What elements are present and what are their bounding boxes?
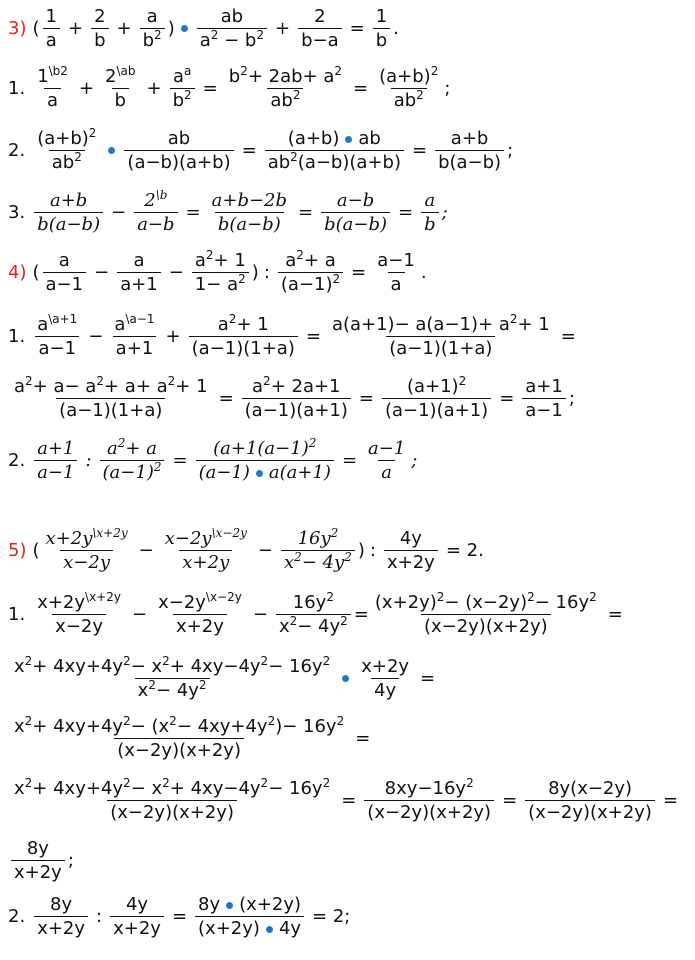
step-number: 1. (8, 78, 26, 99)
step-number: 2. (8, 450, 26, 471)
step-number: 2. (8, 140, 26, 161)
step-number: 2. (8, 906, 26, 927)
problem-5-step-1e: $\frac{8y}{x+2y}$ ; (8, 838, 74, 883)
problem-number: 5) (8, 540, 27, 561)
problem-4-step-1b: $\frac{a^2+ a- a^2+ a+ a^2+ 1}{(a-1)(1+a)}$ = $\frac{a^2+ 2a+1}{(a-1)(a+1)}$ = $\frac{(a+1)^2}{(a-1)(a+1)}$ = $\frac{a+1}{a-1}$ ; (14, 374, 575, 421)
multiply-dot (342, 675, 349, 682)
step-number: 3. (8, 202, 26, 223)
problem-4-statement: 4) ( $\frac{a}{a-1}$ − $\frac{a}{a+1}$ − $\frac{a^2+ 1}{1- a^2}$ ) : $\frac{a^2+ a}{(a-1)^2}$ = $\frac{a-1}{a}$ . (8, 248, 427, 295)
problem-4-step-1a: 1. $\frac{a^{\backslash a+1}}{a-1}$ − $\frac{a^{\backslash a-1}}{a+1}$ + $\frac{a^2+ 1}{(a-1)(1+a)}$ = $\frac{a(a+1)- a(a-1)+ a^2+ 1}{(a-1)(1+a)}$ = (8, 312, 576, 359)
problem-5-step-1c: $\frac{x^2+ 4xy+4y^2- (x^2- 4xy+4y^2)- 16y^2}{(x-2y)(x+2y)}$ = (14, 714, 371, 761)
problem-3-step-1: 1. $\frac{1^{\backslash b2}}{a}$ + $\frac{2^{\backslash ab}}{b}$ + $\frac{a^a}{b^2}$ = $\frac{b^2+ 2ab+ a^2}{ab^2}$ = $\frac{(a+b)^2}{ab^2}$ ; (8, 64, 451, 111)
problem-3-step-2: 2. $\frac{(a+b)^2}{ab^2}$ $\frac{ab}{(a-b)(a+b)}$ = $\frac{(a+b) ab}{ab^2(a-b)(a+b)}$ = $\frac{a+b}{b(a-b)}$ ; (8, 126, 514, 173)
problem-5-step-2: 2. $\frac{8y}{x+2y}$ : $\frac{4y}{x+2y}$ = $\frac{8y (x+2y)}{(x+2y) 4y}$ = 2; (8, 894, 351, 939)
problem-3-statement: 3) ( $\frac{1}{a}$ + $\frac{2}{b}$ + $\frac{a}{b^2}$ ) $\frac{ab}{a^2 - b^2}$ + $\frac{2}{b-a}$ = $\frac{1}{b}$ . (8, 6, 399, 51)
multiply-dot (108, 147, 115, 154)
step-number: 1. (8, 604, 26, 625)
multiply-dot (181, 25, 188, 32)
problem-number: 4) (8, 262, 27, 283)
step-number: 1. (8, 326, 26, 347)
problem-5-step-1a: 1. $\frac{x+2y^{\backslash x+2y}}{x-2y}$ − $\frac{x-2y^{\backslash x-2y}}{x+2y}$ − $\frac{16y^2}{x^2- 4y^2}$ = $\frac{(x+2y)^2- (x-2y)^2- 16y^2}{(x-2y)(x+2y)}$ = (8, 590, 623, 637)
problem-5-step-1d: $\frac{x^2+ 4xy+4y^2- x^2+ 4xy-4y^2- 16y^2}{(x-2y)(x+2y)}$ = $\frac{8xy-16y^2}{(x-2y)(x+2y)}$ = $\frac{8y(x-2y)}{(x-2y)(x+2y)}$ = (14, 776, 679, 823)
problem-4-step-2: 2. $\frac{a+1}{a-1}$ : $\frac{a^2+ a}{(a-1)^2}$ = $\frac{(a+1(a-1)^2}{(a-1) a(a+1)}$ = $\frac{a-1}{a}$ ; (8, 436, 418, 483)
problem-5-statement: 5) ( $\frac{x+2y^{\backslash x+2y}}{x-2y}$ − $\frac{x-2y^{\backslash x-2y}}{x+2y}$ − $\frac{16y^2}{x^2- 4y^2}$ ) : $\frac{4y}{x+2y}$ = 2. (8, 526, 484, 573)
problem-5-step-1b: $\frac{x^2+ 4xy+4y^2- x^2+ 4xy-4y^2- 16y^2}{x^2- 4y^2}$ $\frac{x+2y}{4y}$ = (14, 654, 436, 701)
problem-number: 3) (8, 18, 27, 39)
problem-3-step-3: 3. $\frac{a+b}{b(a-b)}$ − $\frac{2^{\backslash b}}{a-b}$ = $\frac{a+b-2b}{b(a-b)}$ = $\frac{a-b}{b(a-b)}$ = $\frac{a}{b}$ ; (8, 188, 448, 235)
